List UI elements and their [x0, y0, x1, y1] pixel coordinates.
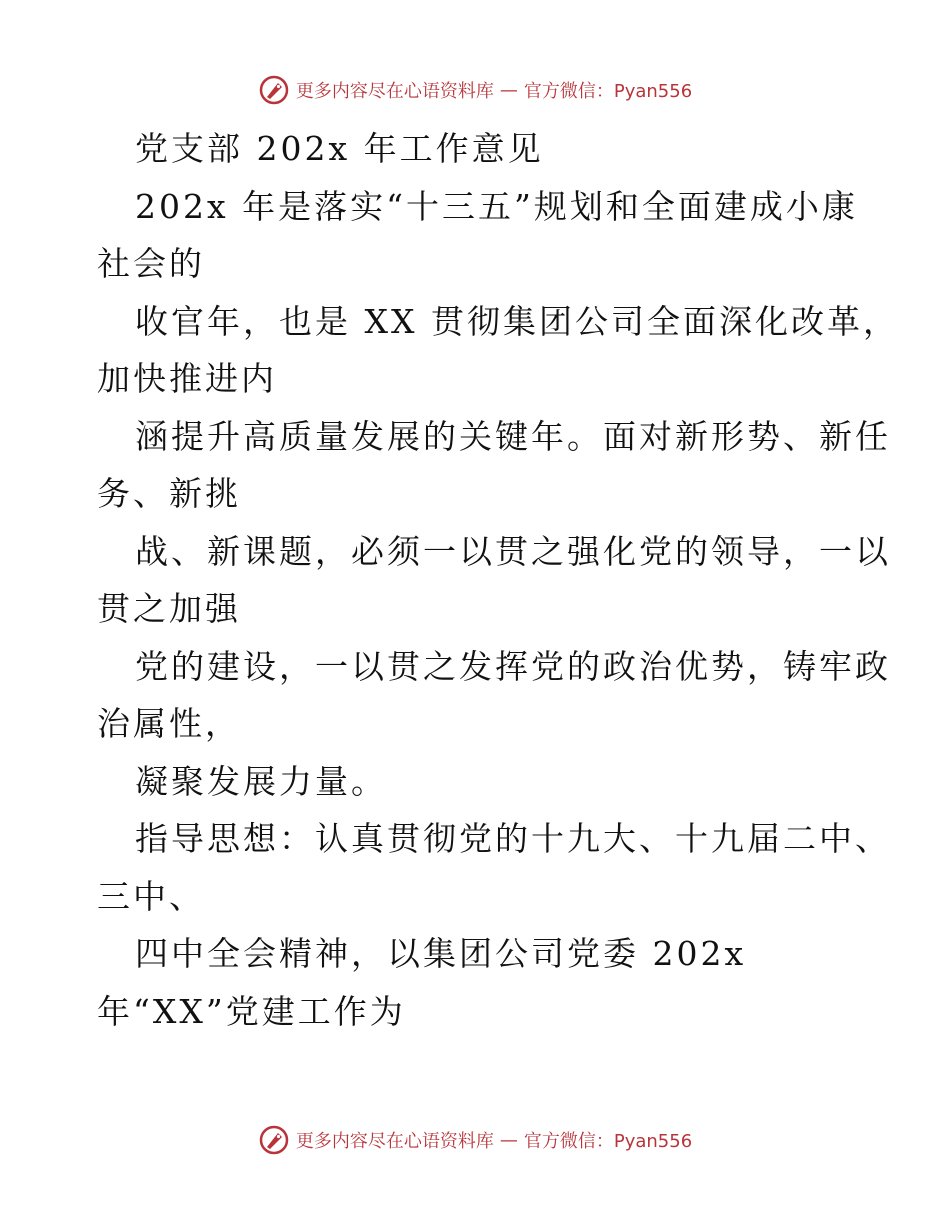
document-title: 党支部 202x 年工作意见 — [135, 129, 544, 168]
text-line: 收官年，也是 XX 贯彻集团公司全面深化改革， — [135, 301, 899, 341]
watermark-contact: 官方微信：Pyan556 — [523, 1131, 693, 1152]
pen-nib-logo-icon — [258, 1124, 290, 1156]
text-line: 社会的 — [97, 244, 205, 283]
watermark-separator: — — [499, 79, 518, 101]
footer-watermark — [0, 1120, 950, 1160]
text-line: 202x 年是落实“十三五”规划和全面建成小康 — [135, 186, 858, 226]
header-watermark — [0, 70, 950, 110]
pen-nib-logo-icon — [258, 74, 290, 106]
text-line: 凝聚发展力量。 — [135, 761, 387, 801]
text-line: 涵提升高质量发展的关键年。面对新形势、新任 — [135, 416, 891, 456]
text-line: 四中全会精神，以集团公司党委 202x — [135, 934, 747, 973]
text-line: 加快推进内 — [97, 359, 277, 398]
text-line: 务、新挑 — [97, 474, 241, 513]
text-line: 党的建设，一以贯之发挥党的政治优势，铸牢政 — [135, 646, 891, 686]
watermark-separator: — — [499, 1129, 518, 1151]
document-body — [97, 120, 899, 1040]
text-line: 治属性， — [97, 704, 241, 743]
watermark-text: 更多内容尽在心语资料库 — [295, 81, 494, 102]
watermark-contact: 官方微信：Pyan556 — [523, 81, 693, 102]
text-line: 三中、 — [97, 876, 205, 916]
text-line: 指导思想：认真贯彻党的十九大、十九届二中、 — [135, 819, 891, 858]
text-line: 战、新课题，必须一以贯之强化党的领导，一以 — [135, 531, 891, 571]
text-line: 年“XX”党建工作为 — [97, 991, 406, 1031]
text-line: 贯之加强 — [97, 589, 241, 628]
watermark-text: 更多内容尽在心语资料库 — [295, 1131, 494, 1152]
